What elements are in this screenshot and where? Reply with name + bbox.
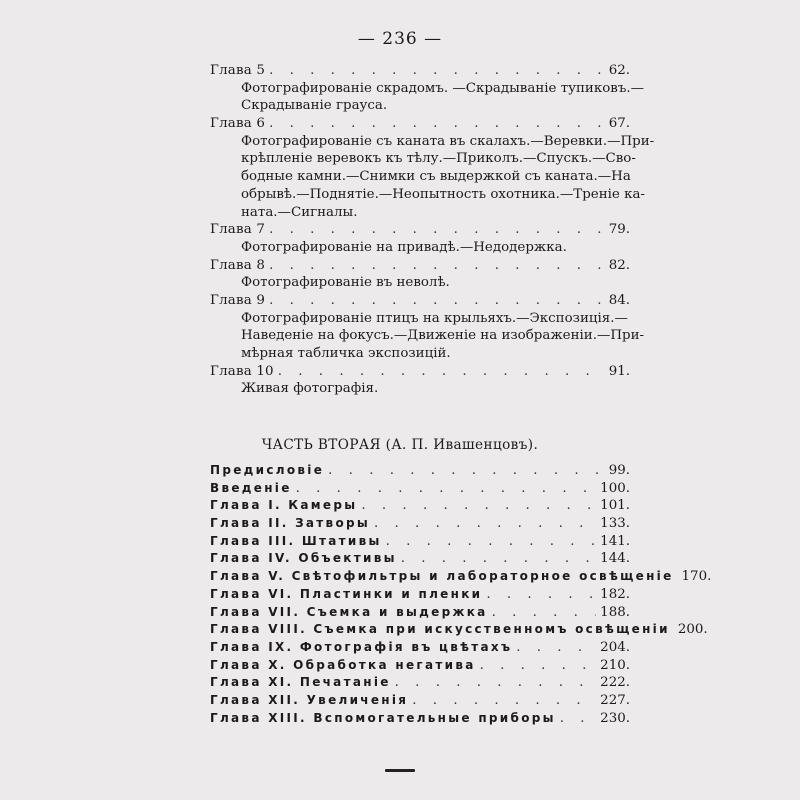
summary-line: бодные камни.—Снимки съ выдержкой съ каната.—На bbox=[241, 169, 631, 185]
summary-line: Скрадываніе грауса. bbox=[241, 98, 388, 114]
dot-leader bbox=[278, 363, 605, 381]
toc-part-two bbox=[210, 462, 712, 727]
toc-entry-page: 133. bbox=[600, 516, 630, 532]
closing-rule bbox=[385, 769, 415, 772]
toc-entry-page: 230. bbox=[600, 710, 630, 726]
toc-entry-page: 204. bbox=[600, 639, 630, 655]
toc-entry bbox=[210, 621, 708, 639]
toc-entry-page: 67. bbox=[608, 116, 630, 132]
toc-part-one bbox=[210, 62, 655, 398]
chapter-summary bbox=[210, 380, 630, 398]
summary-line: ната.—Сигналы. bbox=[241, 204, 358, 220]
chapter-summary bbox=[210, 239, 630, 257]
toc-entry-label: Глава I. Камеры bbox=[210, 498, 358, 513]
summary-line: Наведеніе на фокусъ.—Движеніе на изображеніи.—При- bbox=[241, 328, 645, 344]
dot-leader bbox=[269, 292, 605, 310]
toc-entry-label: Глава VIII. Съемка при искусственномъ освѣщеніи bbox=[210, 622, 670, 637]
toc-entry-page: 91. bbox=[608, 363, 630, 379]
toc-entry-label: Глава IV. Объективы bbox=[210, 551, 397, 566]
toc-entry bbox=[210, 674, 630, 692]
toc-entry bbox=[210, 257, 630, 275]
dot-leader bbox=[269, 62, 605, 80]
toc-entry bbox=[210, 497, 630, 515]
toc-entry bbox=[210, 533, 630, 551]
dot-leader bbox=[374, 515, 596, 533]
toc-entry-page: 182. bbox=[600, 586, 630, 602]
toc-entry-page: 144. bbox=[600, 551, 630, 567]
part-two-heading: ЧАСТЬ ВТОРАЯ (А. П. Ивашенцовъ). bbox=[261, 437, 539, 453]
dot-leader bbox=[269, 257, 605, 275]
toc-entry-page: 101. bbox=[600, 498, 630, 514]
chapter-summary bbox=[210, 133, 655, 221]
chapter-summary bbox=[210, 80, 644, 115]
toc-entry bbox=[210, 62, 630, 80]
dot-leader bbox=[328, 462, 605, 480]
dot-leader bbox=[480, 657, 597, 675]
toc-entry-label: Глава 7 bbox=[210, 222, 266, 238]
dot-leader bbox=[395, 674, 597, 692]
toc-entry-page: 82. bbox=[608, 257, 630, 273]
toc-entry-label: Глава XII. Увеличенія bbox=[210, 692, 409, 707]
summary-line: Фотографированіе въ неволѣ. bbox=[241, 275, 450, 291]
toc-entry-label: Глава VII. Съемка и выдержка bbox=[210, 604, 488, 619]
toc-entry-page: 227. bbox=[600, 692, 630, 708]
toc-entry-label: Введеніе bbox=[210, 480, 292, 495]
summary-line: Фотографированіе птицъ на крыльяхъ.—Экспозиція.— bbox=[241, 310, 628, 326]
toc-entry-page: 222. bbox=[600, 675, 630, 691]
dot-leader bbox=[386, 533, 597, 551]
toc-entry bbox=[210, 586, 630, 604]
toc-entry bbox=[210, 604, 630, 622]
toc-entry-label: Глава VI. Пластинки и пленки bbox=[210, 586, 483, 601]
toc-entry-page: 99. bbox=[608, 463, 630, 478]
toc-entry-label: Глава XIII. Вспомогательные приборы bbox=[210, 710, 556, 725]
toc-entry bbox=[210, 480, 630, 498]
summary-line: обрывѣ.—Поднятіе.—Неопытность охотника.—Треніе ка- bbox=[241, 186, 645, 202]
dot-leader bbox=[412, 692, 596, 710]
toc-entry bbox=[210, 515, 630, 533]
toc-entry-label: Предисловіе bbox=[210, 463, 325, 477]
toc-entry-label: Глава 8 bbox=[210, 257, 266, 273]
toc-entry-page: 200. bbox=[677, 622, 708, 638]
toc-entry bbox=[210, 221, 630, 239]
toc-entry bbox=[210, 292, 630, 310]
chapter-summary bbox=[210, 274, 630, 292]
toc-entry-page: 84. bbox=[608, 292, 630, 308]
toc-entry-page: 170. bbox=[681, 569, 712, 585]
dot-leader bbox=[296, 480, 597, 498]
dot-leader bbox=[486, 586, 596, 604]
toc-entry-label: Глава IX. Фотографія въ цвѣтахъ bbox=[210, 639, 513, 654]
toc-entry-label: Глава 6 bbox=[210, 116, 266, 132]
toc-entry-label: Глава 5 bbox=[210, 63, 266, 78]
toc-entry bbox=[210, 363, 630, 381]
toc-entry bbox=[210, 115, 630, 133]
dot-leader bbox=[269, 221, 605, 239]
dot-leader bbox=[401, 550, 596, 568]
toc-entry bbox=[210, 462, 630, 480]
toc-entry-page: 62. bbox=[608, 63, 630, 78]
toc-entry-label: Глава 10 bbox=[210, 363, 274, 379]
toc-entry bbox=[210, 710, 630, 728]
chapter-summary bbox=[210, 310, 645, 363]
dot-leader bbox=[516, 639, 596, 657]
toc-entry bbox=[210, 639, 630, 657]
toc-entry bbox=[210, 692, 630, 710]
toc-entry-label: Глава XI. Печатаніе bbox=[210, 675, 391, 690]
toc-entry-label: Глава III. Штативы bbox=[210, 533, 382, 548]
toc-entry-page: 188. bbox=[600, 604, 630, 620]
dot-leader bbox=[361, 497, 596, 515]
toc-entry bbox=[210, 550, 630, 568]
dot-leader bbox=[269, 115, 605, 133]
summary-line: Живая фотографія. bbox=[241, 381, 379, 397]
toc-entry-page: 141. bbox=[600, 533, 630, 549]
summary-line: мѣрная табличка экспозицій. bbox=[241, 346, 451, 361]
toc-entry-label: Глава 9 bbox=[210, 292, 266, 308]
toc-entry-label: Глава X. Обработка негатива bbox=[210, 657, 476, 672]
dot-leader bbox=[560, 710, 596, 728]
dot-leader bbox=[492, 604, 597, 622]
toc-entry-label: Глава II. Затворы bbox=[210, 516, 371, 531]
summary-line: Фотографированіе скрадомъ. —Скрадываніе тупиковъ.— bbox=[241, 80, 644, 96]
toc-entry bbox=[210, 568, 712, 586]
summary-line: крѣпленіе веревокъ къ тѣлу.—Приколъ.—Спускъ.—Сво- bbox=[241, 151, 636, 167]
page-number: — 236 — bbox=[357, 29, 443, 49]
toc-entry-page: 100. bbox=[600, 480, 630, 496]
toc-entry bbox=[210, 657, 630, 675]
summary-line: Фотографированіе на привадѣ.—Недодержка. bbox=[241, 239, 567, 255]
toc-entry-page: 79. bbox=[608, 222, 630, 238]
toc-entry-page: 210. bbox=[600, 657, 630, 673]
toc-entry-label: Глава V. Свѣтофильтры и лабораторное освѣщеніе bbox=[210, 569, 674, 584]
summary-line: Фотографированіе съ каната въ скалахъ.—Веревки.—При- bbox=[241, 133, 655, 149]
